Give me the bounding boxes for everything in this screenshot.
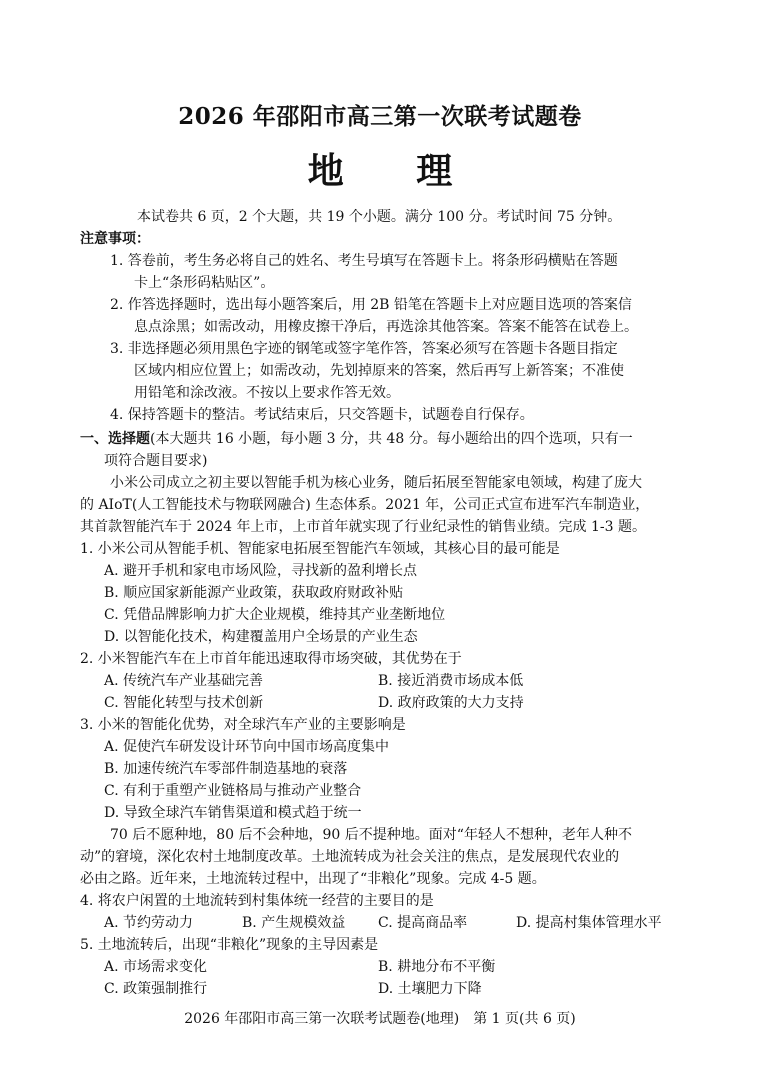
passage-line: 70 后不愿种地，80 后不会种地，90 后不提种地。面对“年轻人不想种，老年人种不 bbox=[110, 827, 632, 843]
option-b: B. 接近消费市场成本低 bbox=[378, 673, 524, 689]
option-b: B. 加速传统汽车零部件制造基地的衰落 bbox=[104, 761, 348, 777]
intro-text: 本试卷共 6 页，2 个大题，共 19 个小题。满分 100 分。考试时间 75 分钟。 bbox=[137, 209, 622, 225]
option-a: A. 市场需求变化 bbox=[104, 959, 208, 975]
notice-line: 区域内相应位置上；如需改动，先划掉原来的答案，然后再写上新答案；不准使 bbox=[134, 363, 624, 379]
notice-line: 3. 非选择题必须用黑色字迹的钢笔或签字笔作答，答案必须写在答题卡各题目指定 bbox=[110, 341, 618, 357]
section-heading bbox=[80, 428, 690, 450]
notice-line: 卡上“条形码粘贴区”。 bbox=[134, 275, 275, 291]
option-d: D. 提高村集体管理水平 bbox=[516, 915, 662, 931]
question-stem: 4. 将农户闲置的土地流转到村集体统一经营的主要目的是 bbox=[80, 893, 434, 909]
option-b: B. 顺应国家新能源产业政策，获取政府财政补贴 bbox=[104, 585, 404, 601]
option-c: C. 智能化转型与技术创新 bbox=[104, 695, 264, 711]
notice-line: 2. 作答选择题时，选出每小题答案后，用 2B 铅笔在答题卡上对应题目选项的答案信 bbox=[110, 297, 632, 313]
passage-line: 其首款智能汽车于 2024 年上市，上市首年就实现了行业纪录性的销售业绩。完成 1-3 题。 bbox=[80, 519, 646, 535]
section-heading-desc: (本大题共 16 小题，每小题 3 分，共 48 分。每小题给出的四个选项，只有一 bbox=[150, 431, 633, 447]
option-a: A. 促使汽车研发设计环节向中国市场高度集中 bbox=[104, 739, 390, 755]
notice-line: 息点涂黑；如需改动，用橡皮擦干净后，再选涂其他答案。答案不能答在试卷上。 bbox=[134, 319, 638, 335]
page-footer: 2026 年邵阳市高三第一次联考试题卷(地理) 第 1 页(共 6 页) bbox=[184, 1011, 576, 1027]
option-a: A. 传统汽车产业基础完善 bbox=[104, 673, 264, 689]
option-a: A. 避开手机和家电市场风险，寻找新的盈利增长点 bbox=[104, 563, 418, 579]
question-stem: 5. 土地流转后，出现“非粮化”现象的主导因素是 bbox=[80, 937, 379, 953]
notice-line: 1. 答卷前，考生务必将自己的姓名、考生号填写在答题卡上。将条形码横贴在答题 bbox=[110, 253, 618, 269]
option-c: C. 有利于重塑产业链格局与推动产业整合 bbox=[104, 783, 362, 799]
option-d: D. 土壤肥力下降 bbox=[378, 981, 482, 997]
section-heading-label: 一、选择题 bbox=[80, 431, 150, 447]
option-d: D. 政府政策的大力支持 bbox=[378, 695, 524, 711]
exam-title: 2026 年邵阳市高三第一次联考试题卷 bbox=[178, 103, 582, 130]
question-stem: 1. 小米公司从智能手机、智能家电拓展至智能汽车领域，其核心目的最可能是 bbox=[80, 541, 560, 557]
passage-line: 的 AIoT(人工智能技术与物联网融合) 生态体系。2021 年，公司正式宣布进军汽车制造业， bbox=[80, 497, 650, 513]
option-c: C. 凭借品牌影响力扩大企业规模，维持其产业垄断地位 bbox=[104, 607, 446, 623]
passage-line: 必由之路。近年来，土地流转过程中，出现了“非粮化”现象。完成 4-5 题。 bbox=[80, 871, 546, 887]
notice-heading: 注意事项： bbox=[80, 231, 150, 247]
passage-line: 小米公司成立之初主要以智能手机为核心业务，随后拓展至智能家电领域，构建了庞大 bbox=[110, 475, 642, 491]
section-heading-cont: 项符合题目要求) bbox=[104, 453, 208, 469]
option-d: D. 以智能化技术，构建覆盖用户全场景的产业生态 bbox=[104, 629, 418, 645]
option-c: C. 政策强制推行 bbox=[104, 981, 208, 997]
question-stem: 2. 小米智能汽车在上市首年能迅速取得市场突破，其优势在于 bbox=[80, 651, 462, 667]
option-c: C. 提高商品率 bbox=[378, 915, 468, 931]
option-b: B. 耕地分布不平衡 bbox=[378, 959, 496, 975]
option-d: D. 导致全球汽车销售渠道和模式趋于统一 bbox=[104, 805, 362, 821]
subject-title: 地 理 bbox=[307, 150, 483, 192]
notice-line: 4. 保持答题卡的整洁。考试结束后，只交答题卡，试题卷自行保存。 bbox=[110, 407, 534, 423]
option-a: A. 节约劳动力 bbox=[104, 915, 194, 931]
notice-line: 用铅笔和涂改液。不按以上要求作答无效。 bbox=[134, 385, 400, 401]
question-stem: 3. 小米的智能化优势，对全球汽车产业的主要影响是 bbox=[80, 717, 406, 733]
option-b: B. 产生规模效益 bbox=[242, 915, 346, 931]
passage-line: 动”的窘境，深化农村土地制度改革。土地流转成为社会关注的焦点，是发展现代农业的 bbox=[80, 849, 620, 865]
